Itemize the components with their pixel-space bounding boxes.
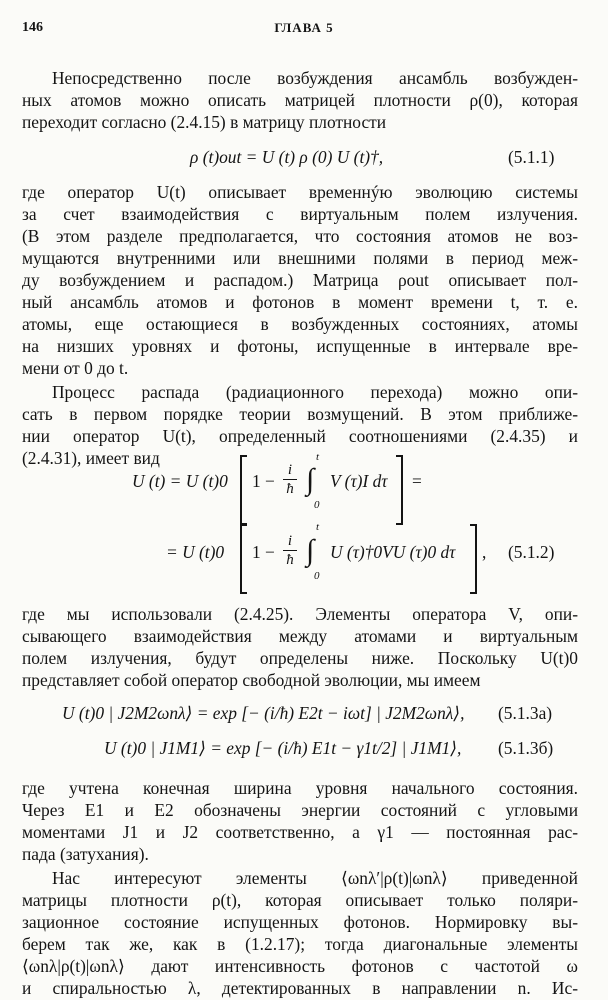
text-line: ⟨ωnλ|ρ(t)|ωnλ⟩ дают интенсивность фотонов с частотой ω <box>22 956 578 976</box>
eq-integrand: U (τ)†0VU (τ)0 dτ <box>330 542 456 562</box>
text-line: Нас интересуют элементы ⟨ωnλ′|ρ(t)|ωnλ⟩ приведенной <box>52 868 578 888</box>
text-line: нии оператор U(t), определенный соотношениями (2.4.35) и <box>22 426 578 446</box>
fraction-i-over-hbar <box>283 533 297 568</box>
chapter-header: ГЛАВА 5 <box>274 20 334 35</box>
integral-sign-icon: ∫ <box>306 463 315 496</box>
integral-sign-icon: ∫ <box>306 534 315 567</box>
text-line: ду возбуждением и распадом.) Матрица ρout описывает пол- <box>22 270 578 290</box>
text-line: ный ансамбль атомов и фотонов в момент времени t, т. е. <box>22 292 578 312</box>
frac-denominator: ħ <box>286 481 294 497</box>
eq-line1-left: U (t) = U (t)0 <box>132 471 228 491</box>
integral-upper-limit: t <box>316 521 320 533</box>
left-bracket <box>240 524 247 594</box>
equation-5-1-3a: U (t)0 | J2M2ωnλ⟩ = exp [− (i/ħ) E2t − iωt] | J2M2ωnλ⟩, <box>62 703 465 723</box>
text-line: мущаются внутренними или внешними полями в период меж- <box>22 248 578 268</box>
text-line: Непосредственно после возбуждения ансамбль возбужден- <box>52 68 578 88</box>
integral-lower-limit: 0 <box>314 499 320 511</box>
text-line: моментами J1 и J2 соответственно, а γ1 — постоянная рас- <box>22 822 578 842</box>
eq-equals: = <box>412 471 422 491</box>
text-line: где мы использовали (2.4.25). Элементы оператора V, опи- <box>22 604 578 624</box>
fraction-i-over-hbar <box>283 462 297 497</box>
equation-number: (5.1.3a) <box>498 703 553 723</box>
text-line: ных атомов можно описать матрицей плотности ρ(0), которая <box>22 90 578 110</box>
right-bracket <box>470 524 477 594</box>
text-line: зационное состояние испущенных фотонов. Нормировку вы- <box>22 912 578 932</box>
equation-5-1-3b: U (t)0 | J1M1⟩ = exp [− (i/ħ) E1t − γ1t/2] | J1M1⟩, <box>104 738 462 758</box>
equation-number: (5.1.2) <box>508 542 555 562</box>
equation-number: (5.1.3б) <box>498 738 554 758</box>
eq-one-minus: 1 − <box>252 471 275 491</box>
text-line: полем излучения, будут определены ниже. Поскольку U(t)0 <box>22 648 578 668</box>
text-line: переходит согласно (2.4.15) в матрицу плотности <box>22 112 387 132</box>
eq-integrand: V (τ)I dτ <box>330 471 388 491</box>
integral-lower-limit: 0 <box>314 570 320 582</box>
text-line: (2.4.31), имеет вид <box>22 448 160 468</box>
text-line: матрицы плотности ρ(t), которая описывает только поляри- <box>22 890 578 910</box>
text-line: Процесс распада (радиационного перехода) можно опи- <box>52 382 578 402</box>
text-line: мени от 0 до t. <box>22 358 129 378</box>
text-line: сать в первом порядке теории возмущений. В этом приближе- <box>22 404 578 424</box>
frac-denominator: ħ <box>286 552 294 568</box>
page-number: 146 <box>22 20 43 35</box>
right-bracket <box>396 455 403 525</box>
text-line: представляет собой оператор свободной эволюции, мы имеем <box>22 670 481 690</box>
left-bracket <box>240 455 247 525</box>
text-line: где оператор U(t) описывает временнýю эволюцию системы <box>22 182 578 202</box>
text-line: где учтена конечная ширина уровня начального состояния. <box>22 778 578 798</box>
text-line: пада (затухания). <box>22 844 149 864</box>
text-line: на низших уровнях и фотоны, испущенные в интервале вре- <box>22 336 578 356</box>
equation-5-1-1: ρ (t)out = U (t) ρ (0) U (t)†, <box>190 147 384 167</box>
frac-numerator: i <box>287 462 293 478</box>
text-line: берем так же, как в (1.2.17); тогда диагональные элементы <box>22 934 578 954</box>
text-line: и спиральностью λ, детектированных в направлении n. Ис- <box>22 978 578 998</box>
text-line: атомы, еще остающиеся в возбужденных состояниях, атомы <box>22 314 578 334</box>
text-line: за счет взаимодействия с виртуальным полем излучения. <box>22 204 578 224</box>
eq-comma: , <box>482 542 487 562</box>
text-line: Через E1 и E2 обозначены энергии состояний с угловыми <box>22 800 578 820</box>
frac-numerator: i <box>287 533 293 549</box>
eq-line2-left: = U (t)0 <box>166 542 225 562</box>
eq-one-minus: 1 − <box>252 542 275 562</box>
equation-number: (5.1.1) <box>508 147 555 167</box>
text-line: сывающего взаимодействия между атомами и виртуальным <box>22 626 578 646</box>
integral-upper-limit: t <box>316 451 320 463</box>
text-line: (В этом разделе предполагается, что состояния атомов не воз- <box>22 226 578 246</box>
